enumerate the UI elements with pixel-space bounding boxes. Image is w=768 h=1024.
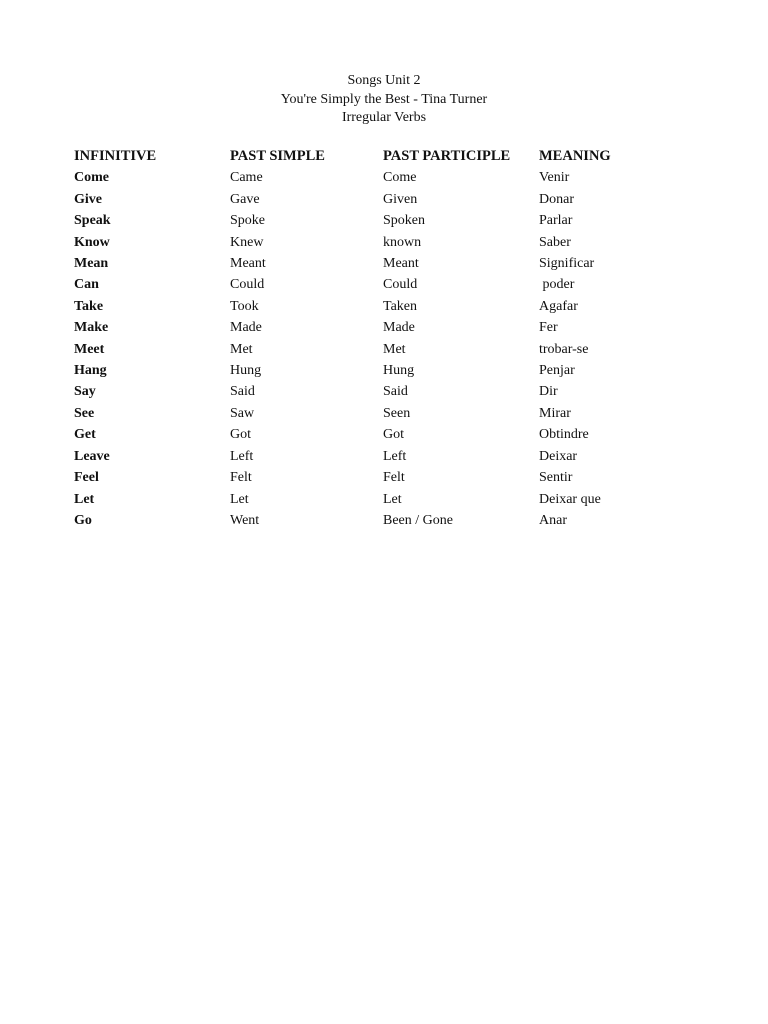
cell-past-simple: Got [230,427,251,443]
irregular-verbs-table [74,146,659,531]
cell-past-simple: Met [230,341,253,357]
cell-past-participle: Felt [383,470,405,486]
cell-meaning: Anar [539,512,567,528]
table-row [74,339,659,360]
table-header-row [74,146,659,167]
cell-past-simple: Said [230,384,255,400]
cell-infinitive: Speak [74,213,111,229]
cell-meaning: Agafar [539,298,578,314]
cell-past-simple: Took [230,298,259,314]
cell-infinitive: Take [74,298,104,314]
cell-meaning: Saber [539,234,571,250]
title-unit: Songs Unit 2 [347,73,421,88]
cell-past-simple: Meant [230,256,266,272]
table-row [74,467,659,488]
table-row [74,317,659,338]
cell-past-participle: Spoken [383,213,425,229]
header-past-simple: PAST SIMPLE [230,148,325,164]
header-past-participle: PAST PARTICIPLE [383,148,511,164]
cell-past-participle: Could [383,277,418,293]
cell-past-participle: Taken [383,298,418,314]
table-row [74,510,659,531]
cell-past-participle: Left [383,448,407,464]
title-song: You're Simply the Best - Tina Turner [280,91,488,107]
table-row [74,403,659,424]
table-row [74,232,659,253]
cell-past-participle: Seen [383,405,411,421]
header-infinitive: INFINITIVE [74,148,157,164]
cell-meaning: Parlar [539,213,573,229]
cell-infinitive: See [74,405,95,421]
cell-infinitive: Know [74,234,110,250]
cell-past-simple: Came [230,170,263,186]
cell-past-participle: Made [383,320,415,336]
cell-past-participle: Come [383,170,417,186]
cell-past-simple: Saw [230,405,255,421]
cell-infinitive: Say [74,384,96,400]
cell-meaning: poder [539,277,575,293]
cell-infinitive: Mean [74,256,109,272]
cell-past-simple: Hung [230,363,262,379]
cell-meaning: Venir [539,170,570,186]
cell-infinitive: Meet [74,341,105,357]
cell-meaning: Donar [539,191,574,207]
cell-meaning: Sentir [539,470,573,486]
cell-meaning: Penjar [539,363,575,379]
cell-meaning: Obtindre [539,427,589,443]
cell-past-participle: Hung [383,363,415,379]
table-row [74,210,659,231]
table-row [74,381,659,402]
cell-meaning: trobar-se [539,341,589,357]
cell-infinitive: Feel [74,470,99,486]
cell-past-simple: Left [230,448,254,464]
cell-past-simple: Knew [230,234,264,250]
cell-past-participle: Meant [383,256,419,272]
header-meaning: MEANING [539,148,611,164]
cell-past-simple: Made [230,320,262,336]
table-body [74,167,659,531]
table-row [74,296,659,317]
cell-past-simple: Felt [230,470,252,486]
cell-infinitive: Can [74,277,99,293]
cell-past-simple: Let [230,491,249,507]
cell-meaning: Fer [539,320,558,336]
title-topic: Irregular Verbs [341,110,427,125]
cell-infinitive: Make [74,320,109,336]
table-row [74,167,659,188]
cell-past-simple: Spoke [230,213,265,229]
cell-past-participle: Got [383,427,404,443]
cell-past-participle: known [383,234,422,250]
cell-meaning: Significar [539,256,595,272]
cell-meaning: Dir [539,384,558,400]
table-row [74,489,659,510]
cell-past-participle: Given [383,191,418,207]
table-row [74,424,659,445]
document-heading [0,72,768,128]
cell-past-simple: Went [230,512,260,528]
cell-past-simple: Gave [230,191,260,207]
cell-infinitive: Let [74,491,95,507]
cell-past-participle: Met [383,341,406,357]
cell-meaning: Deixar [539,448,578,464]
cell-past-simple: Could [230,277,265,293]
table-row [74,189,659,210]
cell-infinitive: Hang [74,363,107,379]
cell-past-participle: Let [383,491,402,507]
cell-past-participle: Been / Gone [383,512,453,528]
cell-meaning: Deixar que [539,491,601,507]
table-row [74,274,659,295]
table-row [74,253,659,274]
cell-infinitive: Come [74,170,109,186]
cell-meaning: Mirar [539,405,571,421]
cell-infinitive: Leave [74,448,110,464]
cell-infinitive: Go [74,512,92,528]
cell-infinitive: Give [74,191,102,207]
table-row [74,446,659,467]
cell-past-participle: Said [383,384,408,400]
table-row [74,360,659,381]
cell-infinitive: Get [74,427,96,443]
